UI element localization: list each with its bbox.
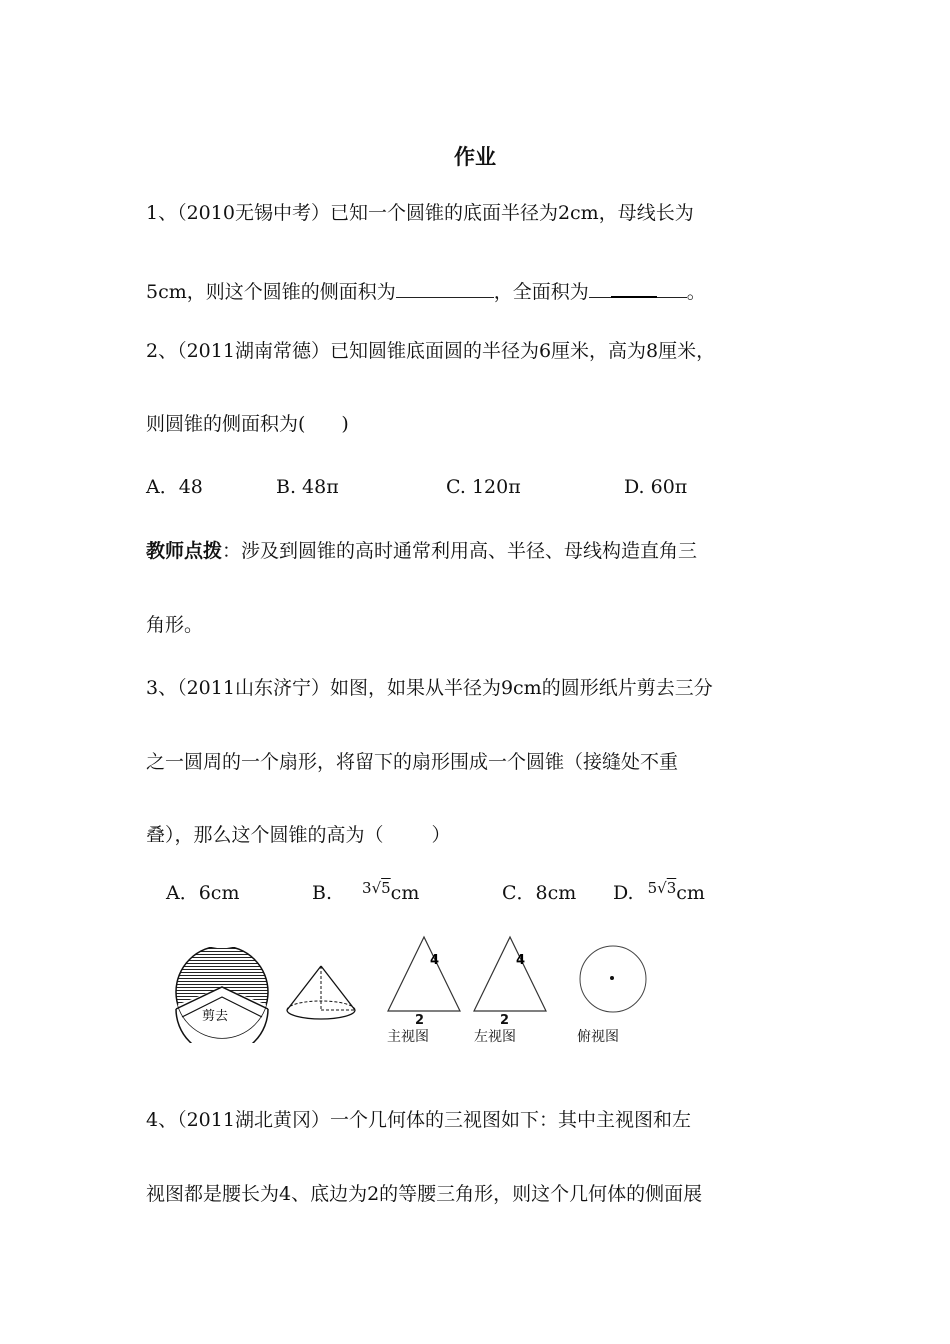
q4-line2: 视图都是腰长为4、底边为2的等腰三角形，则这个几何体的侧面展 — [146, 1183, 703, 1205]
front-view-figure — [384, 933, 464, 1017]
q3-option-c: C．8cm — [502, 882, 577, 904]
q2-option-b: B. 48π — [276, 476, 339, 498]
q2-option-c: C. 120π — [446, 476, 521, 498]
q1-blank-total-area — [589, 280, 687, 298]
q3-option-b-label: B. — [312, 882, 333, 904]
tip-label: 教师点拨 — [146, 540, 223, 562]
tip-line2: 角形。 — [146, 614, 204, 636]
q3-option-a: A．6cm — [166, 882, 240, 904]
q3-option-b-radicand: 5 — [381, 879, 391, 897]
q3-option-b — [312, 879, 420, 904]
cone-figure — [284, 962, 358, 1024]
q1-blank-lateral-area — [396, 279, 494, 298]
q3-option-b-unit: cm — [390, 882, 420, 904]
q3-option-d-label: D. — [613, 882, 634, 904]
q2-line2-text-a: 则圆锥的侧面积为( — [146, 413, 306, 435]
q3-option-b-coef: 3 — [362, 879, 372, 897]
tip-line1 — [146, 542, 697, 561]
top-view-center-dot — [610, 976, 614, 980]
q3-option-d-unit: cm — [676, 882, 705, 904]
front-view-side-label: 4 — [430, 953, 440, 968]
front-view-triangle — [388, 937, 460, 1011]
q3-line3-text-a: 叠），那么这个圆锥的高为（ — [146, 824, 384, 846]
page-title: 作业 — [454, 145, 496, 169]
q3-option-b-radical: 3√5 — [362, 879, 391, 897]
cone-slant-right — [321, 966, 355, 1010]
q1-line2-text-b: ，全面积为 — [493, 281, 589, 303]
q3-line1: 3、（2011山东济宁）如图，如果从半径为9cm的圆形纸片剪去三分 — [146, 677, 713, 699]
cone-slant-left — [287, 966, 321, 1010]
q3-option-d — [613, 879, 705, 904]
left-view-figure — [470, 933, 550, 1017]
tip-line1-text: ：涉及到圆锥的高时通常利用高、半径、母线构造直角三 — [222, 540, 698, 562]
left-view-triangle — [474, 937, 546, 1011]
q2-line1: 2、（2011湖南常德）已知圆锥底面圆的半径为6厘米，高为8厘米， — [146, 340, 716, 362]
left-view-side-label: 4 — [516, 953, 526, 968]
front-view-caption: 主视图 — [387, 1029, 429, 1045]
q2-line2 — [146, 415, 349, 434]
q3-line3 — [146, 826, 451, 845]
q4-line1: 4、（2011湖北黄冈）一个几何体的三视图如下：其中主视图和左 — [146, 1109, 691, 1131]
q1-line2-text-c: 。 — [686, 281, 706, 303]
top-view-caption: 俯视图 — [577, 1029, 619, 1045]
q2-option-a: A．48 — [146, 476, 203, 498]
q3-option-d-radicand: 3 — [666, 879, 677, 897]
q3-option-d-radical: 5√3 — [647, 879, 677, 897]
q2-line2-text-b: ) — [341, 413, 349, 435]
cut-label: 剪去 — [202, 1009, 229, 1024]
left-view-caption: 左视图 — [474, 1029, 516, 1045]
cut-circle-figure — [172, 947, 272, 1043]
q1-line1: 1、（2010无锡中考）已知一个圆锥的底面半径为2cm，母线长为 — [146, 202, 694, 224]
q3-line2: 之一圆周的一个扇形，将留下的扇形围成一个圆锥（接缝处不重 — [146, 751, 679, 773]
left-view-base-label: 2 — [500, 1013, 510, 1028]
cone-base-front — [287, 1010, 355, 1019]
q1-line2 — [146, 279, 706, 302]
q1-line2-text-a: 5cm，则这个圆锥的侧面积为 — [146, 281, 396, 303]
front-view-base-label: 2 — [415, 1013, 425, 1028]
q3-line3-text-b: ） — [431, 824, 451, 846]
top-view-figure — [576, 944, 650, 1018]
q2-option-d: D. 60π — [624, 476, 688, 498]
q3-option-d-coef: 5 — [647, 879, 658, 897]
